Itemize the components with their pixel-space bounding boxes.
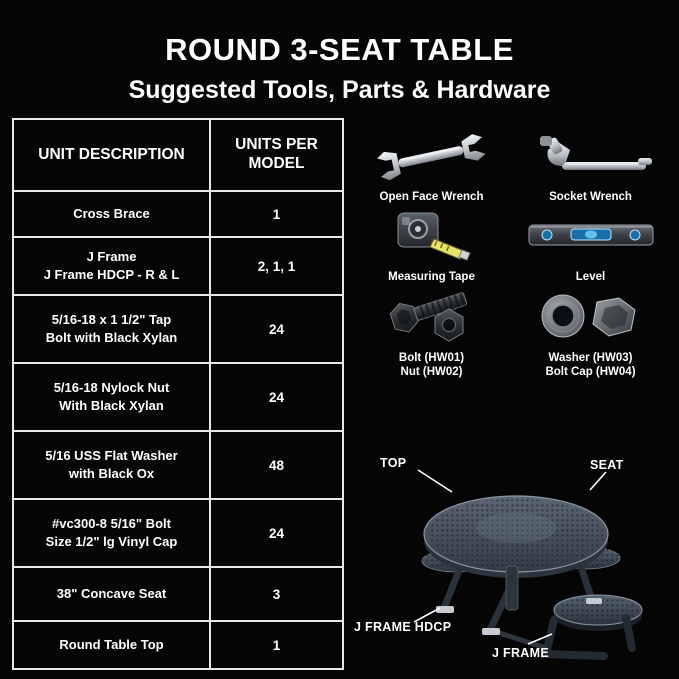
table-row <box>13 191 343 237</box>
table-row <box>13 567 343 621</box>
socket-wrench-icon <box>511 128 670 186</box>
spec-table-wrapper <box>12 118 342 670</box>
tool-label: Level <box>575 271 606 284</box>
tool-item-measuring-tape <box>352 204 511 284</box>
cell-units: 24 <box>210 499 343 567</box>
tool-label: Measuring Tape <box>388 271 475 284</box>
cell-description: 5/16-18 x 1 1/2" Tap Bolt with Black Xylan <box>13 295 210 363</box>
cell-description: 5/16 USS Flat Washer with Black Ox <box>13 431 210 499</box>
page-subtitle: Suggested Tools, Parts & Hardware <box>128 76 551 104</box>
tools-row <box>352 128 670 204</box>
cell-units: 2, 1, 1 <box>210 237 343 295</box>
tools-grid <box>352 128 670 380</box>
tool-item-open-face-wrench <box>352 128 511 204</box>
tool-label: Washer (HW03) Bolt Cap (HW04) <box>545 351 636 379</box>
tool-label: Bolt (HW01) Nut (HW02) <box>398 351 465 379</box>
cell-description: Cross Brace <box>13 191 210 237</box>
page-title: ROUND 3-SEAT TABLE <box>165 32 514 67</box>
callout-seat: SEAT <box>590 458 624 472</box>
bolt-nut-icon <box>352 285 511 347</box>
table-row <box>13 499 343 567</box>
table-row <box>13 431 343 499</box>
callout-j-frame-hdcp: J FRAME HDCP <box>354 620 452 634</box>
table-row <box>13 237 343 295</box>
tool-item-level <box>511 204 670 284</box>
tools-row <box>352 285 670 380</box>
center-post <box>506 566 518 610</box>
round-3-seat-table-graphic <box>340 448 670 673</box>
tool-item-socket-wrench <box>511 128 670 204</box>
tool-label: Open Face Wrench <box>379 191 484 203</box>
cell-units: 1 <box>210 621 343 669</box>
cell-units: 3 <box>210 567 343 621</box>
tool-item-bolt-nut <box>352 285 511 380</box>
table-row <box>13 621 343 669</box>
cell-description: 5/16-18 Nylock Nut With Black Xylan <box>13 363 210 431</box>
column-header-units-per-model: UNITS PER MODEL <box>210 119 343 191</box>
table-row <box>13 363 343 431</box>
open-face-wrench-icon <box>352 128 511 186</box>
cell-description: 38" Concave Seat <box>13 567 210 621</box>
spec-table <box>12 118 344 670</box>
washer-boltcap-icon <box>511 285 670 347</box>
cell-units: 48 <box>210 431 343 499</box>
cell-units: 1 <box>210 191 343 237</box>
tool-label: Socket Wrench <box>549 191 632 203</box>
callout-top: TOP <box>380 456 407 470</box>
measuring-tape-icon <box>352 204 511 266</box>
column-header-unit-description: UNIT DESCRIPTION <box>13 119 210 191</box>
callout-j-frame: J FRAME <box>492 646 549 660</box>
cell-description: J Frame J Frame HDCP - R & L <box>13 237 210 295</box>
table-header-row <box>13 119 343 191</box>
tools-row <box>352 204 670 284</box>
level-icon <box>511 204 670 266</box>
product-illustration <box>340 448 670 673</box>
cell-units: 24 <box>210 295 343 363</box>
cell-units: 24 <box>210 363 343 431</box>
cell-description: Round Table Top <box>13 621 210 669</box>
tool-item-washer-boltcap <box>511 285 670 380</box>
table-row <box>13 295 343 363</box>
cell-description: #vc300-8 5/16" Bolt Size 1/2" lg Vinyl Cap <box>13 499 210 567</box>
